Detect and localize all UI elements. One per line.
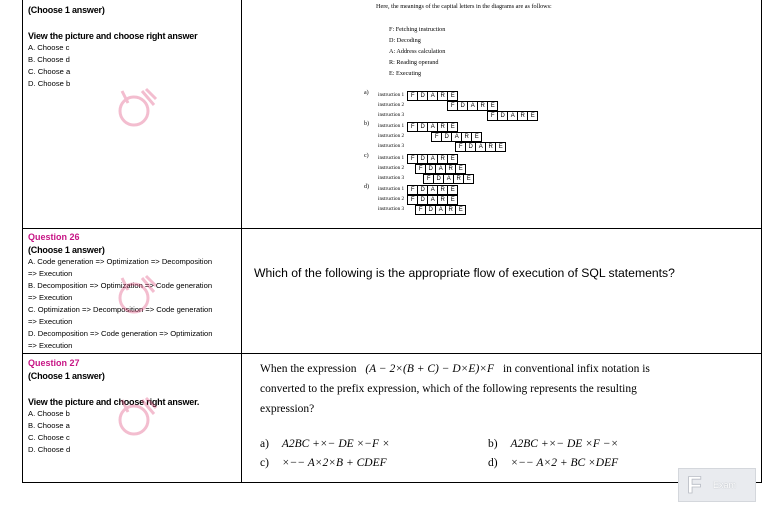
instruction-label: instruction 3 <box>378 174 405 181</box>
option-a[interactable]: A. Code generation => Optimization => Decomposition <box>28 257 213 266</box>
table-border-right <box>761 0 762 483</box>
stage-box: R <box>461 132 472 142</box>
pipeline-diagrams <box>364 90 750 226</box>
answer-b[interactable] <box>488 435 618 454</box>
stage-box: A <box>427 195 438 205</box>
answer-d[interactable] <box>488 454 618 473</box>
option-d[interactable]: D. Choose b <box>28 79 71 88</box>
question-table <box>22 0 762 483</box>
stage-box: E <box>455 164 466 174</box>
question-line-1 <box>260 359 720 379</box>
legend-list <box>389 24 445 79</box>
answer-expression: ×−− A×2 + BC ×DEF <box>510 457 619 469</box>
stage-box: R <box>445 164 456 174</box>
row-divider <box>22 353 762 354</box>
stage-box: E <box>455 205 466 215</box>
stage-box: D <box>417 185 428 195</box>
q27-left-cell <box>28 358 238 480</box>
instruction-text: View the picture and choose right answer <box>28 31 198 41</box>
stage-box: F <box>407 154 418 164</box>
stage-box: A <box>435 205 446 215</box>
instruction-text: View the picture and choose right answer. <box>28 397 200 407</box>
choose-label: (Choose 1 answer) <box>28 371 105 381</box>
instruction-label: instruction 2 <box>378 132 405 139</box>
stage-box: F <box>415 164 426 174</box>
stage-box: F <box>407 195 418 205</box>
stage-box: A <box>435 164 446 174</box>
stage-box: R <box>437 154 448 164</box>
stage-box: R <box>517 111 528 121</box>
table-border-bottom <box>22 482 762 483</box>
question-line-3: expression? <box>260 403 315 415</box>
legend-item: A: Address calculation <box>389 48 446 55</box>
brand-text: Exam <box>713 480 737 490</box>
legend-item: D: Decoding <box>389 37 421 44</box>
stage-box: R <box>437 185 448 195</box>
option-b-cont[interactable]: => Execution <box>28 293 73 302</box>
stage-box: E <box>495 142 506 152</box>
stage-box: A <box>507 111 518 121</box>
instruction-label: instruction 3 <box>378 205 405 212</box>
option-b[interactable]: B. Decomposition => Optimization => Code generation <box>28 281 213 290</box>
table-border-left <box>22 0 23 483</box>
instruction-label: instruction 1 <box>378 155 405 161</box>
question-number: Question 26 <box>28 232 80 242</box>
stage-box: R <box>437 91 448 101</box>
instruction-label: instruction 2 <box>378 195 405 202</box>
stage-box: A <box>427 91 438 101</box>
stage-box: D <box>441 132 452 142</box>
stage-box: A <box>427 154 438 164</box>
stage-box: A <box>475 142 486 152</box>
option-c[interactable]: C. Optimization => Decomposition => Code generation <box>28 305 213 314</box>
instruction-label: instruction 1 <box>378 92 405 98</box>
stage-box: E <box>447 185 458 195</box>
stage-box: R <box>477 101 488 111</box>
logo-watermark-icon <box>112 272 160 316</box>
logo-watermark-icon <box>112 394 160 438</box>
option-c[interactable]: C. Choose a <box>28 67 71 76</box>
stage-box: A <box>443 174 454 184</box>
stage-box: F <box>447 101 458 111</box>
stage-box: F <box>487 111 498 121</box>
answer-expression: A2BC +×− DE ×−F × <box>281 438 390 450</box>
logo-watermark-icon <box>112 85 160 129</box>
stage-box: F <box>407 91 418 101</box>
q26-question-text: Which of the following is the appropriate flow of execution of SQL statements? <box>254 266 675 280</box>
q27-question-cell <box>260 359 720 479</box>
stage-box: F <box>423 174 434 184</box>
q26-left-cell <box>28 232 238 352</box>
row-divider <box>22 228 762 229</box>
option-a[interactable]: A. Choose c <box>28 43 70 52</box>
stage-box: E <box>447 91 458 101</box>
answer-mark: d) <box>488 457 498 469</box>
answer-c[interactable] <box>260 454 387 473</box>
stage-box: D <box>417 195 428 205</box>
q25-diagram-cell <box>242 0 760 227</box>
svg-text:F: F <box>687 472 702 499</box>
option-b[interactable]: B. Choose a <box>28 421 70 430</box>
legend-item: E: Executing <box>389 70 422 77</box>
answer-mark: c) <box>260 457 269 469</box>
stage-box: E <box>447 195 458 205</box>
instruction-label: instruction 3 <box>378 111 405 118</box>
stage-box: E <box>471 132 482 142</box>
option-c[interactable]: C. Choose c <box>28 433 70 442</box>
stage-box: D <box>417 154 428 164</box>
option-d[interactable]: D. Decomposition => Code generation => Optimization <box>28 329 213 338</box>
choose-label: (Choose 1 answer) <box>28 245 105 255</box>
option-a[interactable]: A. Choose b <box>28 409 70 418</box>
answer-mark: b) <box>488 438 498 450</box>
question-text: When the expression <box>260 363 357 375</box>
stage-box: R <box>485 142 496 152</box>
q25-left-cell <box>28 5 238 225</box>
legend-item: R: Reading operand <box>389 59 439 66</box>
option-d-cont[interactable]: => Execution <box>28 341 73 350</box>
stage-box: F <box>415 205 426 215</box>
option-a-cont[interactable]: => Execution <box>28 269 73 278</box>
answer-mark: a) <box>260 438 269 450</box>
stage-box: R <box>453 174 464 184</box>
stage-box: D <box>433 174 444 184</box>
option-d[interactable]: D. Choose d <box>28 445 71 454</box>
answer-expression: ×−− A×2×B + CDEF <box>281 457 387 469</box>
stage-box: A <box>467 101 478 111</box>
stage-box: A <box>451 132 462 142</box>
instruction-label: instruction 3 <box>378 142 405 149</box>
diagram-option-mark: a) <box>364 90 369 96</box>
stage-box: F <box>455 142 466 152</box>
answer-a[interactable] <box>260 435 390 454</box>
question-line-2: converted to the prefix expression, which of the following represents the resulting <box>260 383 637 395</box>
instruction-label: instruction 1 <box>378 123 405 129</box>
stage-box: D <box>457 101 468 111</box>
option-b[interactable]: B. Choose d <box>28 55 70 64</box>
brand-badge <box>678 468 756 502</box>
diagram-option-mark: d) <box>364 184 369 190</box>
stage-box: D <box>497 111 508 121</box>
stage-box: F <box>407 122 418 132</box>
stage-box: E <box>463 174 474 184</box>
stage-box: F <box>407 185 418 195</box>
diagram-option-mark: c) <box>364 153 369 159</box>
stage-box: E <box>487 101 498 111</box>
question-number: Question 27 <box>28 358 80 368</box>
stage-box: R <box>437 195 448 205</box>
stage-box: F <box>431 132 442 142</box>
brand-logo-icon <box>685 471 715 499</box>
infix-expression: (A − 2×(B + C) − D×E)×F <box>365 363 495 375</box>
stage-box: A <box>427 122 438 132</box>
diagram-option-mark: b) <box>364 121 369 127</box>
instruction-label: instruction 2 <box>378 101 405 108</box>
stage-box: E <box>527 111 538 121</box>
answer-expression: A2BC +×− DE ×F −× <box>510 438 619 450</box>
stage-box: E <box>447 122 458 132</box>
stage-box: E <box>447 154 458 164</box>
stage-box: R <box>437 122 448 132</box>
stage-box: D <box>425 205 436 215</box>
stage-box: D <box>417 122 428 132</box>
option-c-cont[interactable]: => Execution <box>28 317 73 326</box>
stage-box: R <box>445 205 456 215</box>
choose-label: (Choose 1 answer) <box>28 5 105 15</box>
diagram-intro: Here, the meanings of the capital letters in the diagrams are as follows: <box>376 3 552 10</box>
stage-box: D <box>417 91 428 101</box>
stage-box: A <box>427 185 438 195</box>
stage-box: D <box>425 164 436 174</box>
instruction-label: instruction 2 <box>378 164 405 171</box>
stage-box: D <box>465 142 476 152</box>
instruction-label: instruction 1 <box>378 186 405 192</box>
legend-item: F: Fetching instruction <box>389 26 446 33</box>
question-text: in conventional infix notation is <box>502 363 650 375</box>
